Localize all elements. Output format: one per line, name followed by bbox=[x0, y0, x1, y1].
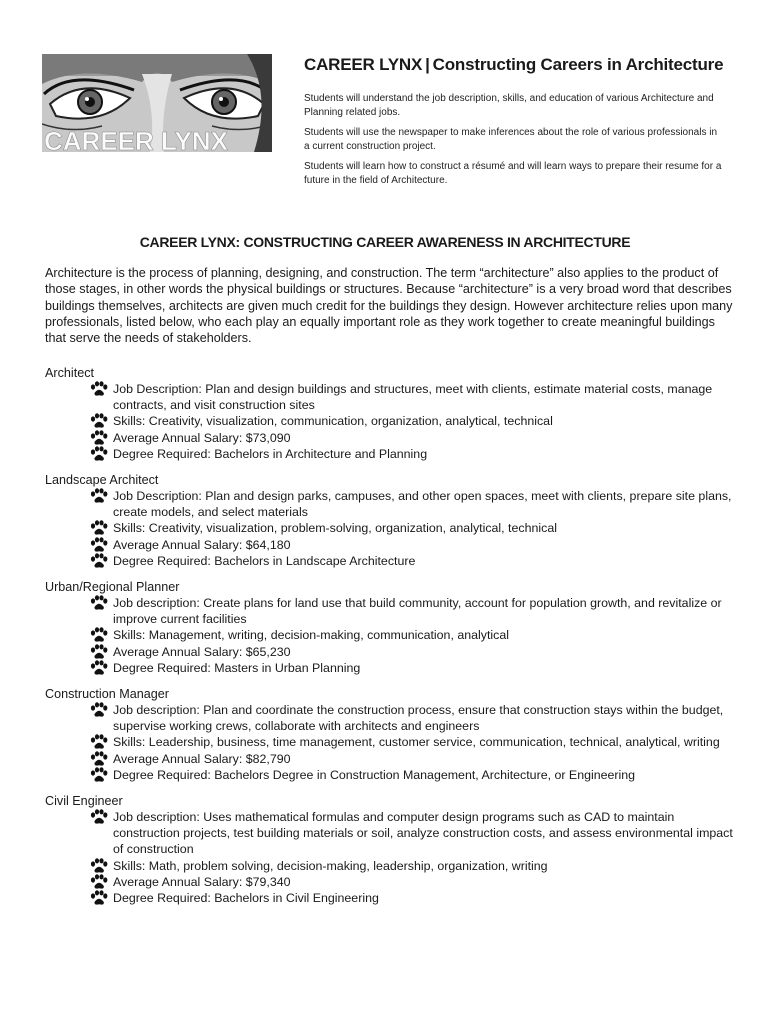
list-item bbox=[45, 644, 735, 660]
paw-print-icon bbox=[90, 890, 108, 906]
role-details-list bbox=[45, 381, 735, 462]
list-item bbox=[45, 702, 735, 734]
list-item-text: Average Annual Salary: $82,790 bbox=[113, 751, 291, 766]
list-item bbox=[45, 595, 735, 627]
paw-print-icon bbox=[90, 644, 108, 660]
objective: Students will understand the job description, skills, and education of various Architecture and Planning related jobs. bbox=[304, 93, 714, 118]
paw-print-icon bbox=[90, 734, 108, 750]
role-section bbox=[45, 365, 735, 462]
role-title: Architect bbox=[45, 366, 94, 380]
objective: Students will learn how to construct a résumé and will learn ways to prepare their resume for a future in the field of Architecture. bbox=[304, 161, 722, 186]
role-details-list bbox=[45, 702, 735, 783]
paw-print-icon bbox=[90, 767, 108, 783]
paw-print-icon bbox=[90, 413, 108, 429]
list-item bbox=[45, 858, 735, 874]
paw-print-icon bbox=[90, 702, 108, 718]
paw-print-icon bbox=[90, 537, 108, 553]
list-item bbox=[45, 381, 735, 413]
header-separator: | bbox=[425, 55, 430, 74]
role-section bbox=[45, 472, 735, 569]
list-item bbox=[45, 751, 735, 767]
document-title: CAREER LYNX: CONSTRUCTING CAREER AWARENESS IN ARCHITECTURE bbox=[139, 234, 631, 250]
list-item bbox=[45, 734, 735, 750]
list-item-text: Skills: Creativity, visualization, communication, organization, analytical, technical bbox=[113, 414, 553, 429]
paw-print-icon bbox=[90, 874, 108, 890]
list-item-text: Skills: Creativity, visualization, problem-solving, organization, analytical, technical bbox=[113, 521, 557, 536]
list-item-text: Degree Required: Bachelors in Architecture and Planning bbox=[113, 446, 428, 461]
list-item-text: Degree Required: Bachelors in Landscape Architecture bbox=[113, 553, 416, 568]
list-item bbox=[45, 627, 735, 643]
list-item-text: Average Annual Salary: $79,340 bbox=[113, 874, 291, 889]
role-details-list bbox=[45, 595, 735, 676]
paw-print-icon bbox=[90, 520, 108, 536]
list-item-text: Degree Required: Bachelors in Civil Engineering bbox=[113, 891, 379, 906]
paw-print-icon bbox=[90, 446, 108, 462]
paw-print-icon bbox=[90, 381, 108, 397]
list-item-text: Average Annual Salary: $73,090 bbox=[113, 430, 291, 445]
paw-print-icon bbox=[90, 858, 108, 874]
list-item bbox=[45, 520, 735, 536]
role-details-list bbox=[45, 488, 735, 569]
list-item-text: Skills: Math, problem solving, decision-making, leadership, organization, writing bbox=[113, 858, 548, 873]
role-title: Construction Manager bbox=[45, 687, 169, 702]
list-item bbox=[45, 890, 735, 906]
list-item-text: Degree Required: Masters in Urban Planning bbox=[113, 660, 361, 675]
list-item bbox=[45, 488, 735, 520]
list-item-text: Job Description: Plan and design buildings and structures, meet with clients, estimate material costs, manage contracts, and visit construction sites bbox=[113, 382, 713, 413]
list-item bbox=[45, 537, 735, 553]
paw-print-icon bbox=[90, 660, 108, 676]
list-item-text: Job description: Uses mathematical formulas and computer design programs such as CAD to maintain construction projects, test building materials or soil, analyze construction costs, and assess environmental impact of construction bbox=[113, 810, 733, 857]
list-item bbox=[45, 660, 735, 676]
list-item bbox=[45, 874, 735, 890]
list-item-text: Average Annual Salary: $65,230 bbox=[113, 644, 291, 659]
header-subtitle: Constructing Careers in Architecture bbox=[432, 55, 724, 74]
list-item bbox=[45, 809, 735, 858]
paw-print-icon bbox=[90, 595, 108, 611]
list-item-text: Job Description: Plan and design parks, campuses, and other open spaces, meet with clients, prepare site plans, create models, and select materials bbox=[113, 489, 732, 520]
objective: Students will use the newspaper to make inferences about the role of various professionals in a current construction project. bbox=[304, 127, 718, 152]
logo-text: CAREER LYNX bbox=[44, 126, 228, 152]
paw-print-icon bbox=[90, 553, 108, 569]
list-item bbox=[45, 446, 735, 462]
role-section bbox=[45, 793, 735, 906]
list-item-text: Skills: Leadership, business, time management, customer service, communication, technical, analytical, writing bbox=[113, 735, 720, 750]
paw-print-icon bbox=[90, 751, 108, 767]
header-title bbox=[304, 54, 724, 76]
paw-print-icon bbox=[90, 809, 108, 825]
list-item-text: Average Annual Salary: $64,180 bbox=[113, 537, 291, 552]
list-item-text: Degree Required: Bachelors Degree in Construction Management, Architecture, or Engineering bbox=[113, 767, 636, 782]
list-item bbox=[45, 553, 735, 569]
paw-print-icon bbox=[90, 430, 108, 446]
role-title: Civil Engineer bbox=[45, 794, 123, 809]
list-item bbox=[45, 413, 735, 429]
career-lynx-logo bbox=[42, 54, 272, 152]
list-item bbox=[45, 767, 735, 783]
header bbox=[304, 54, 724, 194]
paw-print-icon bbox=[90, 488, 108, 504]
role-section bbox=[45, 686, 735, 783]
paw-print-icon bbox=[90, 627, 108, 643]
career-roles bbox=[45, 365, 735, 916]
header-brand: CAREER LYNX bbox=[304, 55, 423, 74]
list-item bbox=[45, 430, 735, 446]
list-item-text: Skills: Management, writing, decision-making, communication, analytical bbox=[113, 628, 509, 643]
role-section bbox=[45, 579, 735, 676]
list-item-text: Job description: Create plans for land use that build community, account for population growth, and revitalize or improve current facilities bbox=[113, 596, 722, 627]
intro-paragraph: Architecture is the process of planning, designing, and construction. The term “architecture” also applies to the product of those stages, in other words the physical buildings or structures. Because “architecture” is a very broad word that describes buildings themselves, architects are given much credit for the buildings they design. However architecture relies upon many professionals, listed below, who each play an equally important role as they work together to create meaningful buildings that serve the needs of stakeholders. bbox=[45, 266, 733, 346]
role-title: Landscape Architect bbox=[45, 473, 159, 488]
list-item-text: Job description: Plan and coordinate the construction process, ensure that construction stays within the budget, supervise working crews, collaborate with architects and engineers bbox=[113, 703, 724, 734]
role-title: Urban/Regional Planner bbox=[45, 580, 180, 595]
role-details-list bbox=[45, 809, 735, 906]
